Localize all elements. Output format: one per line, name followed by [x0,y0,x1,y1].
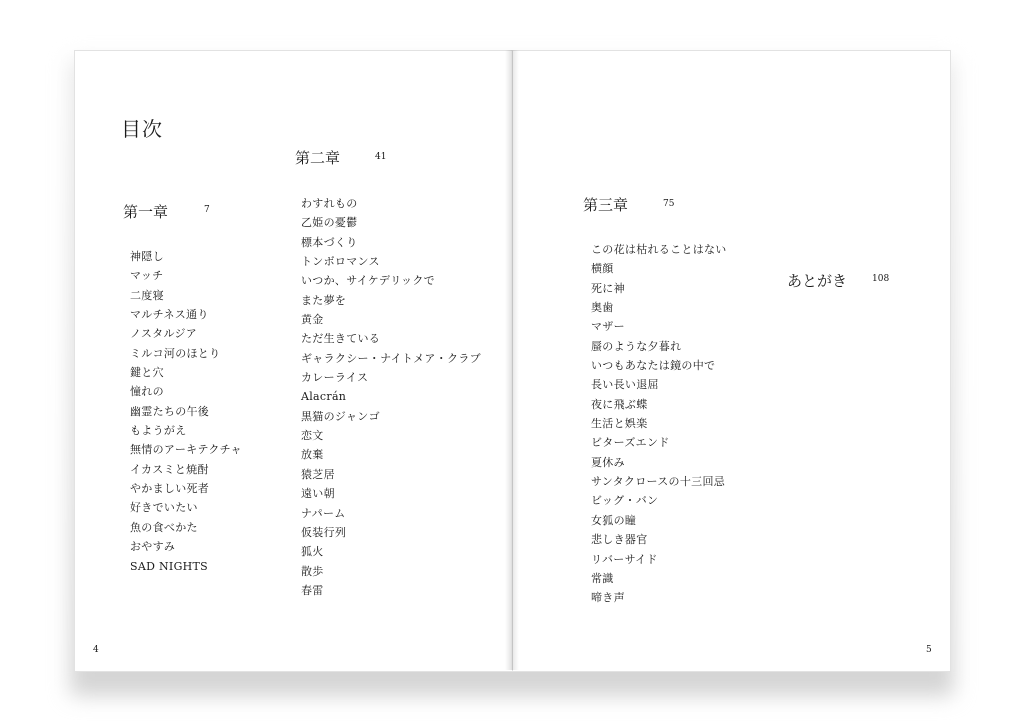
toc-item: マザー [591,320,625,334]
toc-item: 狐火 [301,545,324,559]
chapter3-list [591,240,727,608]
toc-item: 乙姫の憂鬱 [301,216,358,230]
afterword-page: 108 [872,274,890,284]
toc-item: トンボロマンス [301,255,380,269]
toc-item: この花は枯れることはない [591,243,727,256]
toc-item: ビッグ・バン [591,494,659,508]
chapter2-list [301,194,481,600]
toc-item: 女狐の瞳 [591,513,637,527]
toc-item: 夜に飛ぶ蝶 [591,397,648,411]
toc-item: 死に神 [591,281,625,295]
toc-item: もようがえ [130,424,187,438]
right-page [512,50,951,672]
page-number-left: 4 [93,645,99,655]
chapter3-page: 75 [663,199,675,209]
toc-item: 啼き声 [591,591,625,605]
toc-item: 長い長い退屈 [591,378,659,392]
chapter3-title: 第三章 [583,196,629,214]
chapter1-page: 7 [204,205,210,215]
toc-item: いつもあなたは鏡の中で [591,359,716,373]
afterword-title: あとがき [787,272,848,290]
toc-item: ミルコ河のほとり [130,346,221,360]
page-number-right: 5 [926,645,932,655]
toc-item: 悲しき器官 [591,533,648,547]
toc-item: 好きでいたい [130,501,198,515]
toc-item: 蜃のような夕暮れ [591,339,682,353]
toc-item: 黄金 [301,313,324,327]
toc-item: マルチネス通り [130,308,209,322]
toc-item: 横顔 [591,262,614,276]
toc-item: 黒猫のジャンゴ [301,409,380,423]
toc-item: 神隠し [130,250,164,263]
toc-item: 標本づくり [301,235,358,249]
toc-item: 魚の食べかた [130,520,198,534]
toc-item: わすれもの [301,197,358,210]
toc-item: Alacrán [301,390,347,404]
toc-item: 春雷 [301,583,324,597]
toc-item: 夏休み [591,455,625,469]
toc-item: ただ生きている [301,332,381,346]
toc-item: 猿芝居 [301,467,335,481]
toc-item: また夢を [301,293,347,307]
chapter2-page: 41 [375,152,387,162]
toc-item: ナパーム [301,506,346,520]
chapter2-title: 第二章 [295,149,341,167]
book-gutter [505,50,519,670]
toc-item: ビターズエンド [591,436,670,450]
toc-item: サンタクロースの十三回忌 [591,475,726,489]
toc-item: 憧れの [130,385,164,399]
chapter1-title: 第一章 [123,203,169,221]
toc-item: 散歩 [301,564,324,578]
toc-item: 恋文 [301,429,324,443]
toc-item: 生活と娯楽 [591,417,648,431]
toc-item: SAD NIGHTS [130,559,209,573]
toc-item: 無情のアーキテクチャ [130,443,242,457]
toc-item: 奥歯 [591,301,614,315]
toc-item: 鍵と穴 [130,366,164,380]
toc-item: ノスタルジア [130,327,198,341]
toc-item: マッチ [130,269,164,283]
toc-item: 遠い朝 [301,487,335,501]
toc-item: リバーサイド [591,552,658,566]
toc-item: 常識 [591,571,614,585]
chapter1-list [130,247,242,576]
toc-item: 仮装行列 [301,525,347,539]
toc-title: 目次 [121,117,163,141]
toc-item: イカスミと焼酎 [130,462,209,476]
toc-item: 幽霊たちの午後 [130,404,210,418]
toc-item: やかましい死者 [130,482,210,496]
toc-item: おやすみ [130,540,176,554]
toc-item: 二度寝 [130,288,164,302]
toc-item: 放棄 [301,448,324,462]
toc-item: カレーライス [301,371,369,385]
left-page [74,50,513,672]
toc-item: いつか、サイケデリックで [301,274,435,288]
toc-item: ギャラクシー・ナイトメア・クラブ [301,351,481,365]
